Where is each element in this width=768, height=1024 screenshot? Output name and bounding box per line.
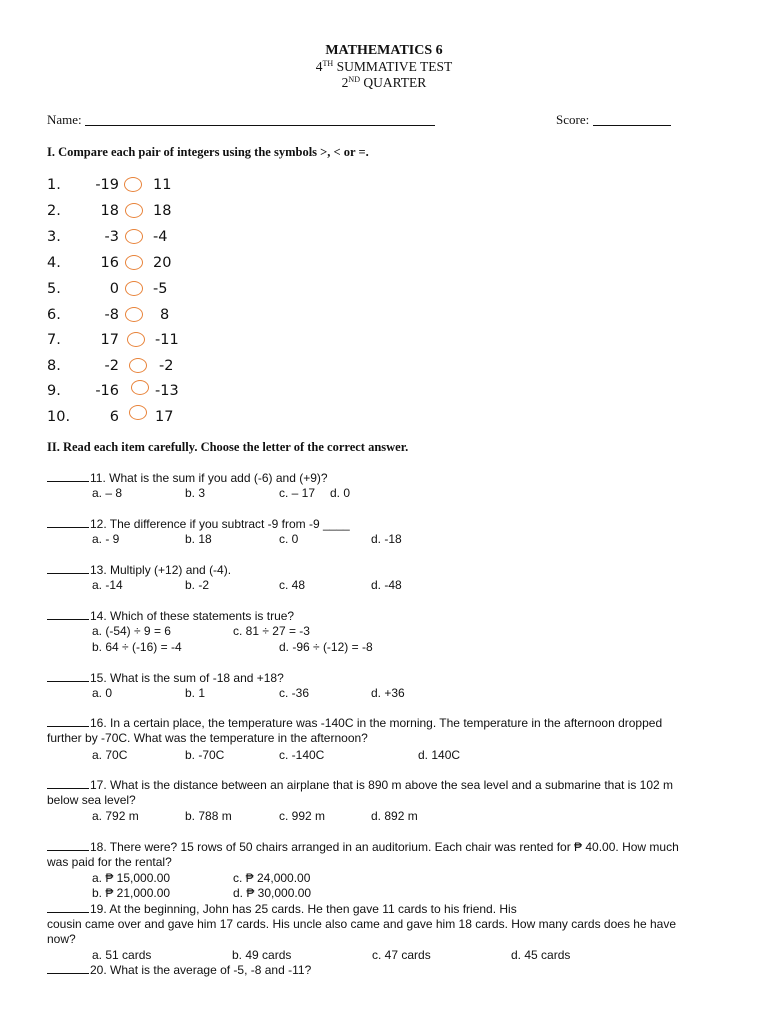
question-16 [47,716,727,746]
option-d: d. -48 [371,578,402,592]
compare-left: 6 [109,409,119,425]
option-c: c. 0 [279,532,299,546]
option-c: c. -36 [279,686,310,700]
quarter-number: 2 [341,75,349,90]
answer-circle[interactable] [127,332,145,347]
compare-left: 16 [100,255,119,271]
compare-number: 9. [47,383,61,399]
answer-circle[interactable] [125,229,143,244]
option-b: b. ₱ 21,000.00 [92,886,171,900]
test-title [0,59,768,75]
question-text: 11. What is the sum if you add (-6) and (+9)? [90,471,328,485]
compare-left: -8 [104,307,119,323]
question-text: 14. Which of these statements is true? [90,609,295,623]
option-c: c. 81 ÷ 27 = -3 [233,624,310,638]
option-b: b. 788 m [185,809,232,823]
question-17 [47,778,727,808]
subject-title: MATHEMATICS 6 [325,43,443,58]
question-12 [47,517,727,532]
compare-left: -3 [104,229,119,245]
answer-blank[interactable] [47,671,89,682]
answer-circle[interactable] [125,255,143,270]
compare-right: -11 [155,332,179,348]
option-a: a. - 9 [92,532,120,546]
option-d: d. +36 [371,686,405,700]
compare-number: 6. [47,307,61,323]
question-text: 13. Multiply (+12) and (-4). [90,563,232,577]
answer-circle[interactable] [125,203,143,218]
compare-number: 3. [47,229,61,245]
question-text: 20. What is the average of -5, -8 and -11? [90,963,312,977]
option-a: a. – 8 [92,486,123,500]
question-text: 16. In a certain place, the temperature was -140C in the morning. The temperature in the afternoon dropped [90,716,663,730]
compare-right: -13 [155,383,179,399]
question-text-continued: now? [47,932,76,946]
answer-circle[interactable] [131,380,149,395]
answer-blank[interactable] [47,963,89,974]
answer-circle[interactable] [124,177,142,192]
option-a: a. 70C [92,748,128,762]
quarter-title [0,75,768,91]
option-b: b. -2 [185,578,210,592]
option-d: d. ₱ 30,000.00 [233,886,312,900]
section-2-heading: II. Read each item carefully. Choose the letter of the correct answer. [47,440,409,454]
compare-right: 18 [153,203,172,219]
name-label: Name: [47,112,82,127]
test-name: SUMMATIVE TEST [333,59,453,74]
option-c: c. 47 cards [372,948,431,962]
option-d: d. 45 cards [511,948,571,962]
question-18 [47,840,727,870]
compare-right: -4 [153,229,168,245]
option-a: a. ₱ 15,000.00 [92,871,171,885]
section-1-heading: I. Compare each pair of integers using the symbols >, < or =. [47,145,369,159]
compare-right: 8 [160,307,170,323]
option-b: b. 1 [185,686,206,700]
option-c: c. ₱ 24,000.00 [233,871,311,885]
quarter-name: QUARTER [359,75,427,90]
option-b: b. -70C [185,748,225,762]
compare-right: 17 [155,409,174,425]
compare-number: 1. [47,177,61,193]
score-blank[interactable] [593,113,671,126]
compare-number: 4. [47,255,61,271]
name-line [47,112,435,128]
option-c: c. -140C [279,748,325,762]
answer-circle[interactable] [129,405,147,420]
option-a: a. 0 [92,686,113,700]
option-a: a. 792 m [92,809,139,823]
question-19 [47,902,727,947]
test-number-suffix: TH [322,59,334,68]
answer-blank[interactable] [47,609,89,620]
question-13 [47,563,727,578]
answer-blank[interactable] [47,902,89,913]
score-label: Score: [556,112,590,127]
compare-number: 5. [47,281,61,297]
answer-blank[interactable] [47,471,89,482]
question-text-continued: further by -70C. What was the temperature in the afternoon? [47,731,368,745]
answer-blank[interactable] [47,517,89,528]
question-text-continued: cousin came over and gave him 17 cards. His uncle also came and gave him 18 cards. How many cards does he have [47,917,676,931]
compare-left: 18 [100,203,119,219]
question-text-continued: was paid for the rental? [47,855,172,869]
compare-number: 2. [47,203,61,219]
question-20 [47,963,727,978]
answer-blank[interactable] [47,563,89,574]
quarter-number-suffix: ND [348,75,360,84]
question-text: 18. There were? 15 rows of 50 chairs arranged in an auditorium. Each chair was rented for ₱ 40.00. How much [90,840,679,854]
option-b: b. 18 [185,532,212,546]
compare-left: -16 [95,383,119,399]
answer-circle[interactable] [125,281,143,296]
name-blank[interactable] [85,113,435,126]
option-c: c. 992 m [279,809,326,823]
option-d: d. 140C [418,748,461,762]
answer-blank[interactable] [47,778,89,789]
option-c: c. 48 [279,578,306,592]
answer-circle[interactable] [129,358,147,373]
option-c: c. – 17 [279,486,316,500]
option-d: d. 0 [330,486,351,500]
compare-right: -2 [159,358,174,374]
question-text: 19. At the beginning, John has 25 cards. He then gave 11 cards to his friend. His [90,902,517,916]
option-b: b. 3 [185,486,206,500]
compare-right: 20 [153,255,172,271]
option-a: a. 51 cards [92,948,152,962]
compare-left: 17 [100,332,119,348]
question-text-continued: below sea level? [47,793,136,807]
question-11 [47,471,727,486]
option-b: b. 64 ÷ (-16) = -4 [92,640,182,654]
option-d: d. 892 m [371,809,418,823]
question-14 [47,609,727,624]
compare-left: -19 [95,177,119,193]
score-line [556,112,671,128]
compare-right: 11 [153,177,172,193]
answer-circle[interactable] [125,307,143,322]
option-d: d. -18 [371,532,402,546]
option-a: a. -14 [92,578,123,592]
compare-number: 7. [47,332,61,348]
compare-left: -2 [104,358,119,374]
option-d: d. -96 ÷ (-12) = -8 [279,640,373,654]
question-text: 12. The difference if you subtract -9 from -9 ____ [90,517,350,531]
option-b: b. 49 cards [232,948,292,962]
compare-number: 8. [47,358,61,374]
question-15 [47,671,727,686]
test-number: 4 [315,59,323,74]
question-text: 17. What is the distance between an airplane that is 890 m above the sea level and a submarine that is 102 m [90,778,674,792]
compare-right: -5 [153,281,168,297]
answer-blank[interactable] [47,840,89,851]
compare-left: 0 [109,281,119,297]
question-text: 15. What is the sum of -18 and +18? [90,671,284,685]
option-a: a. (-54) ÷ 9 = 6 [92,624,171,638]
answer-blank[interactable] [47,716,89,727]
compare-number: 10. [47,409,71,425]
document-header [0,43,768,91]
